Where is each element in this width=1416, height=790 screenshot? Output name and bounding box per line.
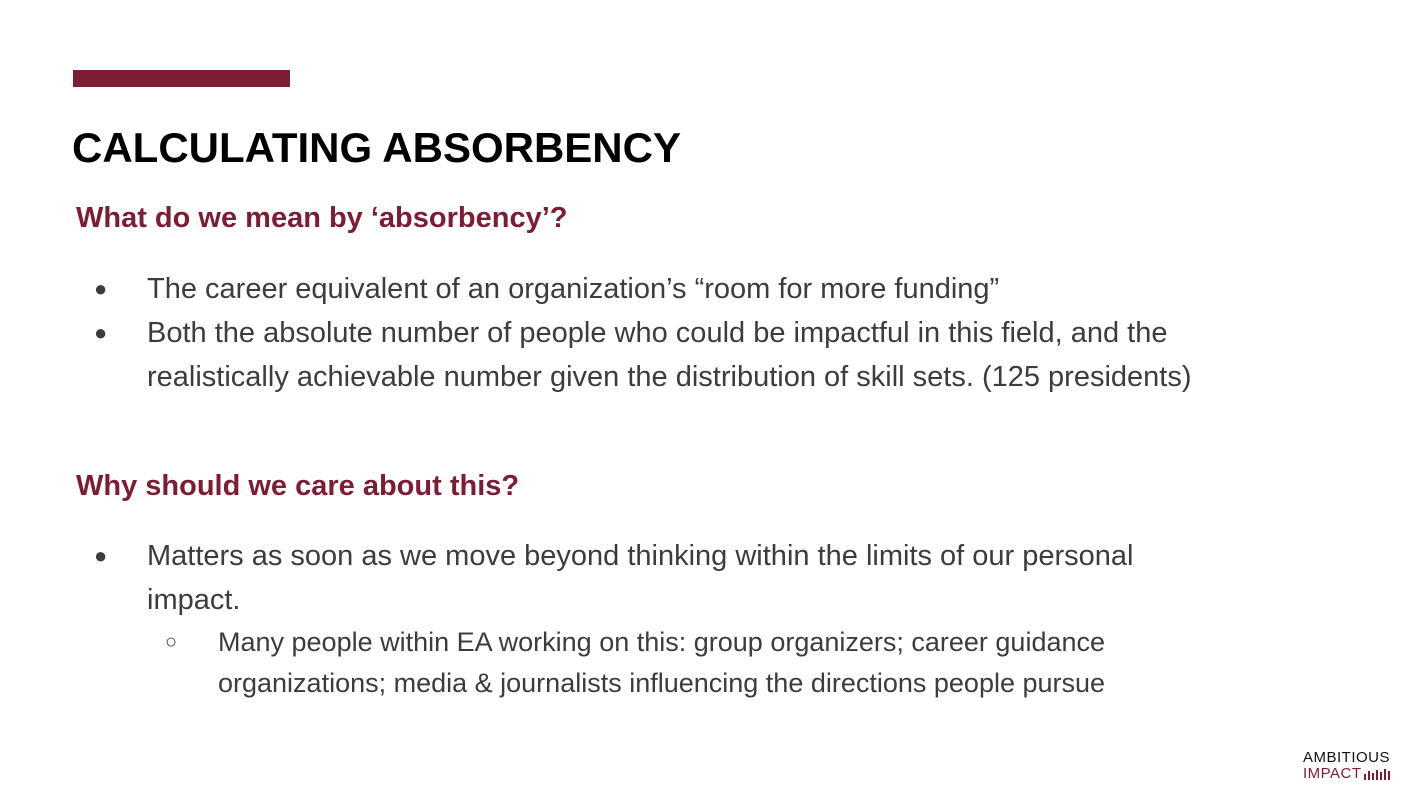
ambitious-impact-logo: [1303, 750, 1407, 782]
bullet-dot-icon: ●: [94, 543, 108, 568]
logo-bars-icon: [1364, 768, 1390, 782]
logo-text-ambitious: AMBITIOUS: [1303, 749, 1391, 766]
bullet-text: Matters as soon as we move beyond thinking within the limits of our personal impact.: [147, 540, 1134, 616]
bullet-dot-icon: ●: [94, 320, 108, 345]
logo-line-impact: [1303, 766, 1407, 782]
title-accent-bar: [73, 70, 290, 87]
bullet-ring-icon: ○: [165, 631, 178, 653]
sub-bullet-text: Many people within EA working on this: group organizers; career guidance organizations; media & journalists influencing the directions people pursue: [218, 627, 1106, 698]
bullet-list-meaning: [0, 267, 1220, 399]
bullet-dot-icon: ●: [94, 276, 108, 301]
bullet-text: Both the absolute number of people who could be impactful in this field, and the realistically achievable number given the distribution of skill sets. (125 presidents): [147, 317, 1192, 393]
list-item: [0, 534, 1220, 704]
slide-title: CALCULATING ABSORBENCY: [72, 124, 681, 171]
section-heading-meaning: What do we mean by ‘absorbency’?: [76, 202, 568, 234]
list-item: [0, 311, 1220, 399]
section-heading-why-care: Why should we care about this?: [76, 470, 520, 502]
bullet-text: The career equivalent of an organization’s “room for more funding”: [147, 273, 1000, 305]
sub-bullet-list: [147, 622, 1220, 704]
bullet-list-why-care: [0, 534, 1220, 704]
sub-list-item: [0, 622, 1218, 704]
list-item: [0, 267, 1220, 311]
logo-text-impact: IMPACT: [1303, 765, 1362, 782]
